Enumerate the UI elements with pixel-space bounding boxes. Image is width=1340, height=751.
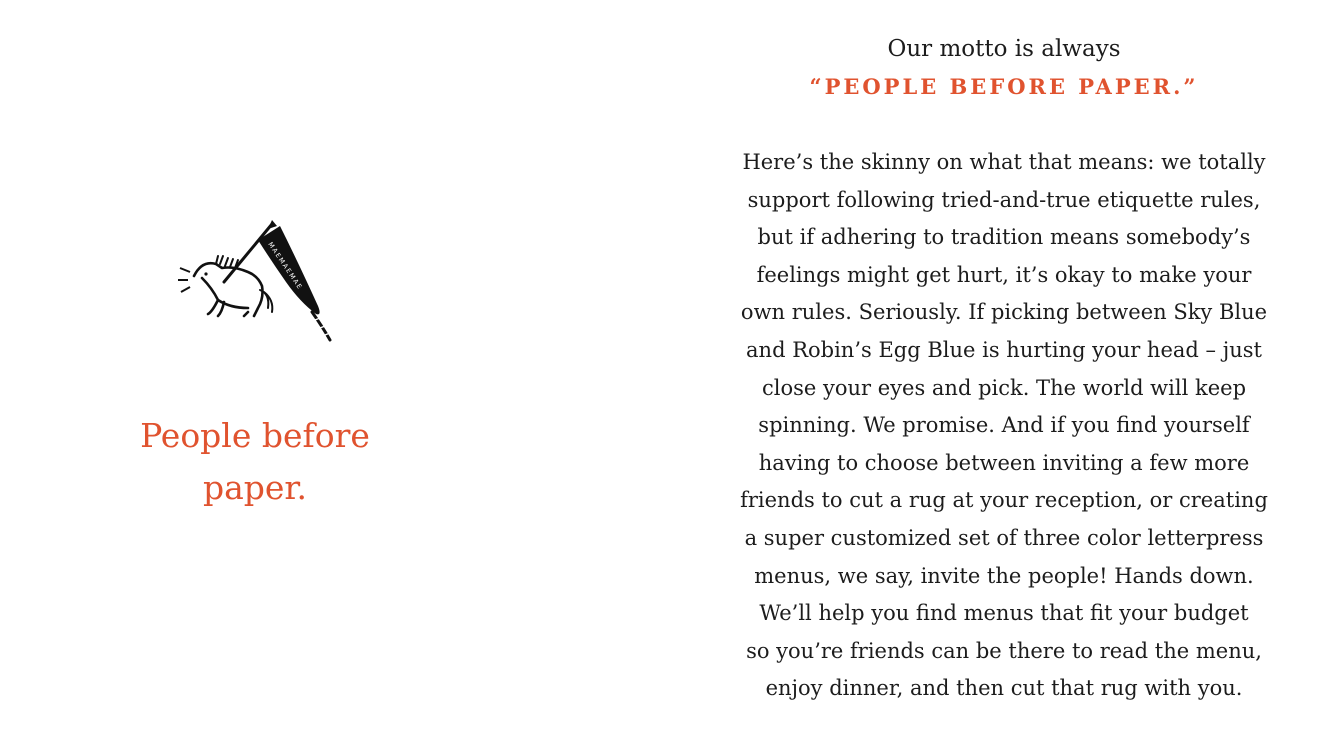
body-copy xyxy=(700,144,1308,708)
tagline xyxy=(110,410,400,514)
right-column xyxy=(700,30,1308,708)
body-line: menus, we say, invite the people! Hands down. xyxy=(754,563,1254,588)
unicorn-with-pennant-icon xyxy=(172,216,342,346)
body-line: so you’re friends can be there to read the menu, xyxy=(746,638,1262,663)
body-line: a super customized set of three color letterpress xyxy=(744,525,1264,550)
body-line: feelings might get hurt, it’s okay to make your xyxy=(756,262,1252,287)
body-line: enjoy dinner, and then cut that rug with you. xyxy=(765,676,1243,701)
body-line: friends to cut a rug at your reception, or creating xyxy=(740,488,1268,513)
body-line: Here’s the skinny on what that means: we totally xyxy=(742,150,1266,174)
motto-heading: “PEOPLE BEFORE PAPER.” xyxy=(809,74,1199,99)
motto-intro: Our motto is always xyxy=(887,36,1121,62)
body-line: having to choose between inviting a few more xyxy=(758,450,1250,475)
body-line: spinning. We promise. And if you find yourself xyxy=(758,413,1250,438)
body-line: We’ll help you find menus that fit your budget xyxy=(759,601,1249,626)
tagline-line-1: People before xyxy=(140,416,370,455)
body-line: support following tried-and-true etiquette rules, xyxy=(747,187,1261,212)
body-line: but if adhering to tradition means somebody’s xyxy=(757,225,1251,250)
body-line: own rules. Seriously. If picking between Sky Blue xyxy=(740,300,1268,325)
body-line: close your eyes and pick. The world will keep xyxy=(761,375,1247,400)
logo-banner-text: MAEMAEMAE xyxy=(266,240,305,292)
body-line: and Robin’s Egg Blue is hurting your head – just xyxy=(746,337,1262,362)
tagline-line-2: paper. xyxy=(202,468,308,507)
left-column xyxy=(0,0,510,751)
